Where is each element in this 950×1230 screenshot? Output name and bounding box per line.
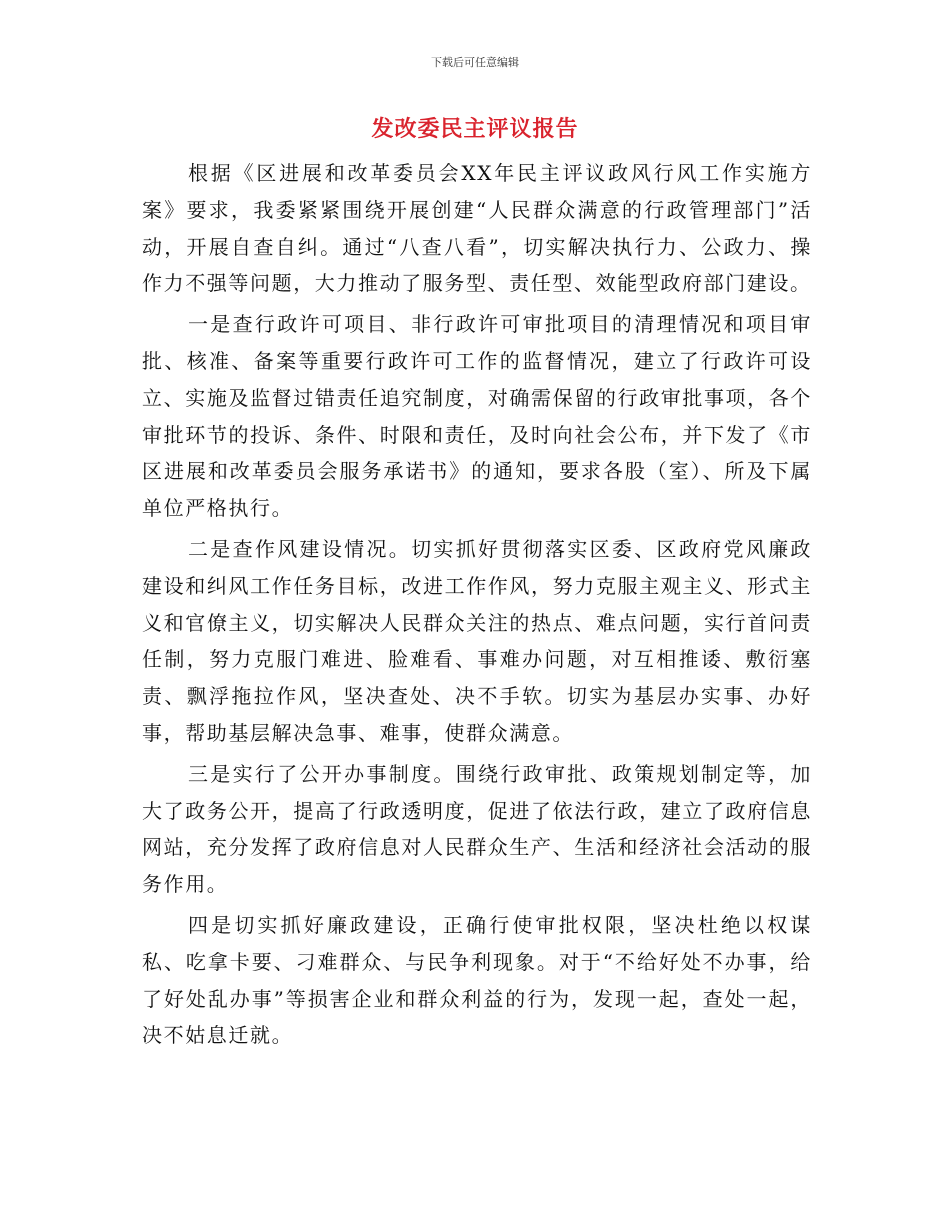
paragraph-item-4: 四是切实抓好廉政建设，正确行使审批权限，坚决杜绝以权谋私、吃拿卡要、刁难群众、与民争利现象。对于“不给好处不办事，给了好处乱办事”等损害企业和群众利益的行为，发现一起，查处一起，决不姑息迁就。 [142, 912, 812, 1048]
document-body [142, 155, 812, 1058]
header-note: 下载后可任意编辑 [431, 56, 519, 69]
paragraph-intro: 根据《区进展和改革委员会XX年民主评议政风行风工作实施方案》要求，我委紧紧围绕开展创建“人民群众满意的行政管理部门”活动，开展自查自纠。通过“八查八看”，切实解决执行力、公政力、操作力不强等问题，大力推动了服务型、责任型、效能型政府部门建设。 [142, 161, 812, 296]
paragraph-item-2: 二是查作风建设情况。切实抓好贯彻落实区委、区政府党风廉政建设和纠风工作任务目标，改进工作作风，努力克服主观主义、形式主义和官僚主义，切实解决人民群众关注的热点、难点问题，实行首问责任制，努力克服门难进、脸难看、事难办问题，对互相推诿、敷衍塞责、飘浮拖拉作风，坚决查处、决不手软。切实为基层办实事、办好事，帮助基层解决急事、难事，使群众满意。 [142, 536, 812, 745]
paragraph-item-1: 一是查行政许可项目、非行政许可审批项目的清理情况和项目审批、核准、备案等重要行政许可工作的监督情况，建立了行政许可设立、实施及监督过错责任追究制度，对确需保留的行政审批事项，各个审批环节的投诉、条件、时限和责任，及时向社会公布，并下发了《市区进展和改革委员会服务承诺书》的通知，要求各股（室）、所及下属单位严格执行。 [142, 312, 812, 521]
document-title: 发改委民主评议报告 [371, 117, 579, 142]
paragraph-item-3: 三是实行了公开办事制度。围绕行政审批、政策规划制定等，加大了政务公开，提高了行政透明度，促进了依法行政，建立了政府信息网站，充分发挥了政府信息对人民群众生产、生活和经济社会活动的服务作用。 [142, 761, 812, 897]
